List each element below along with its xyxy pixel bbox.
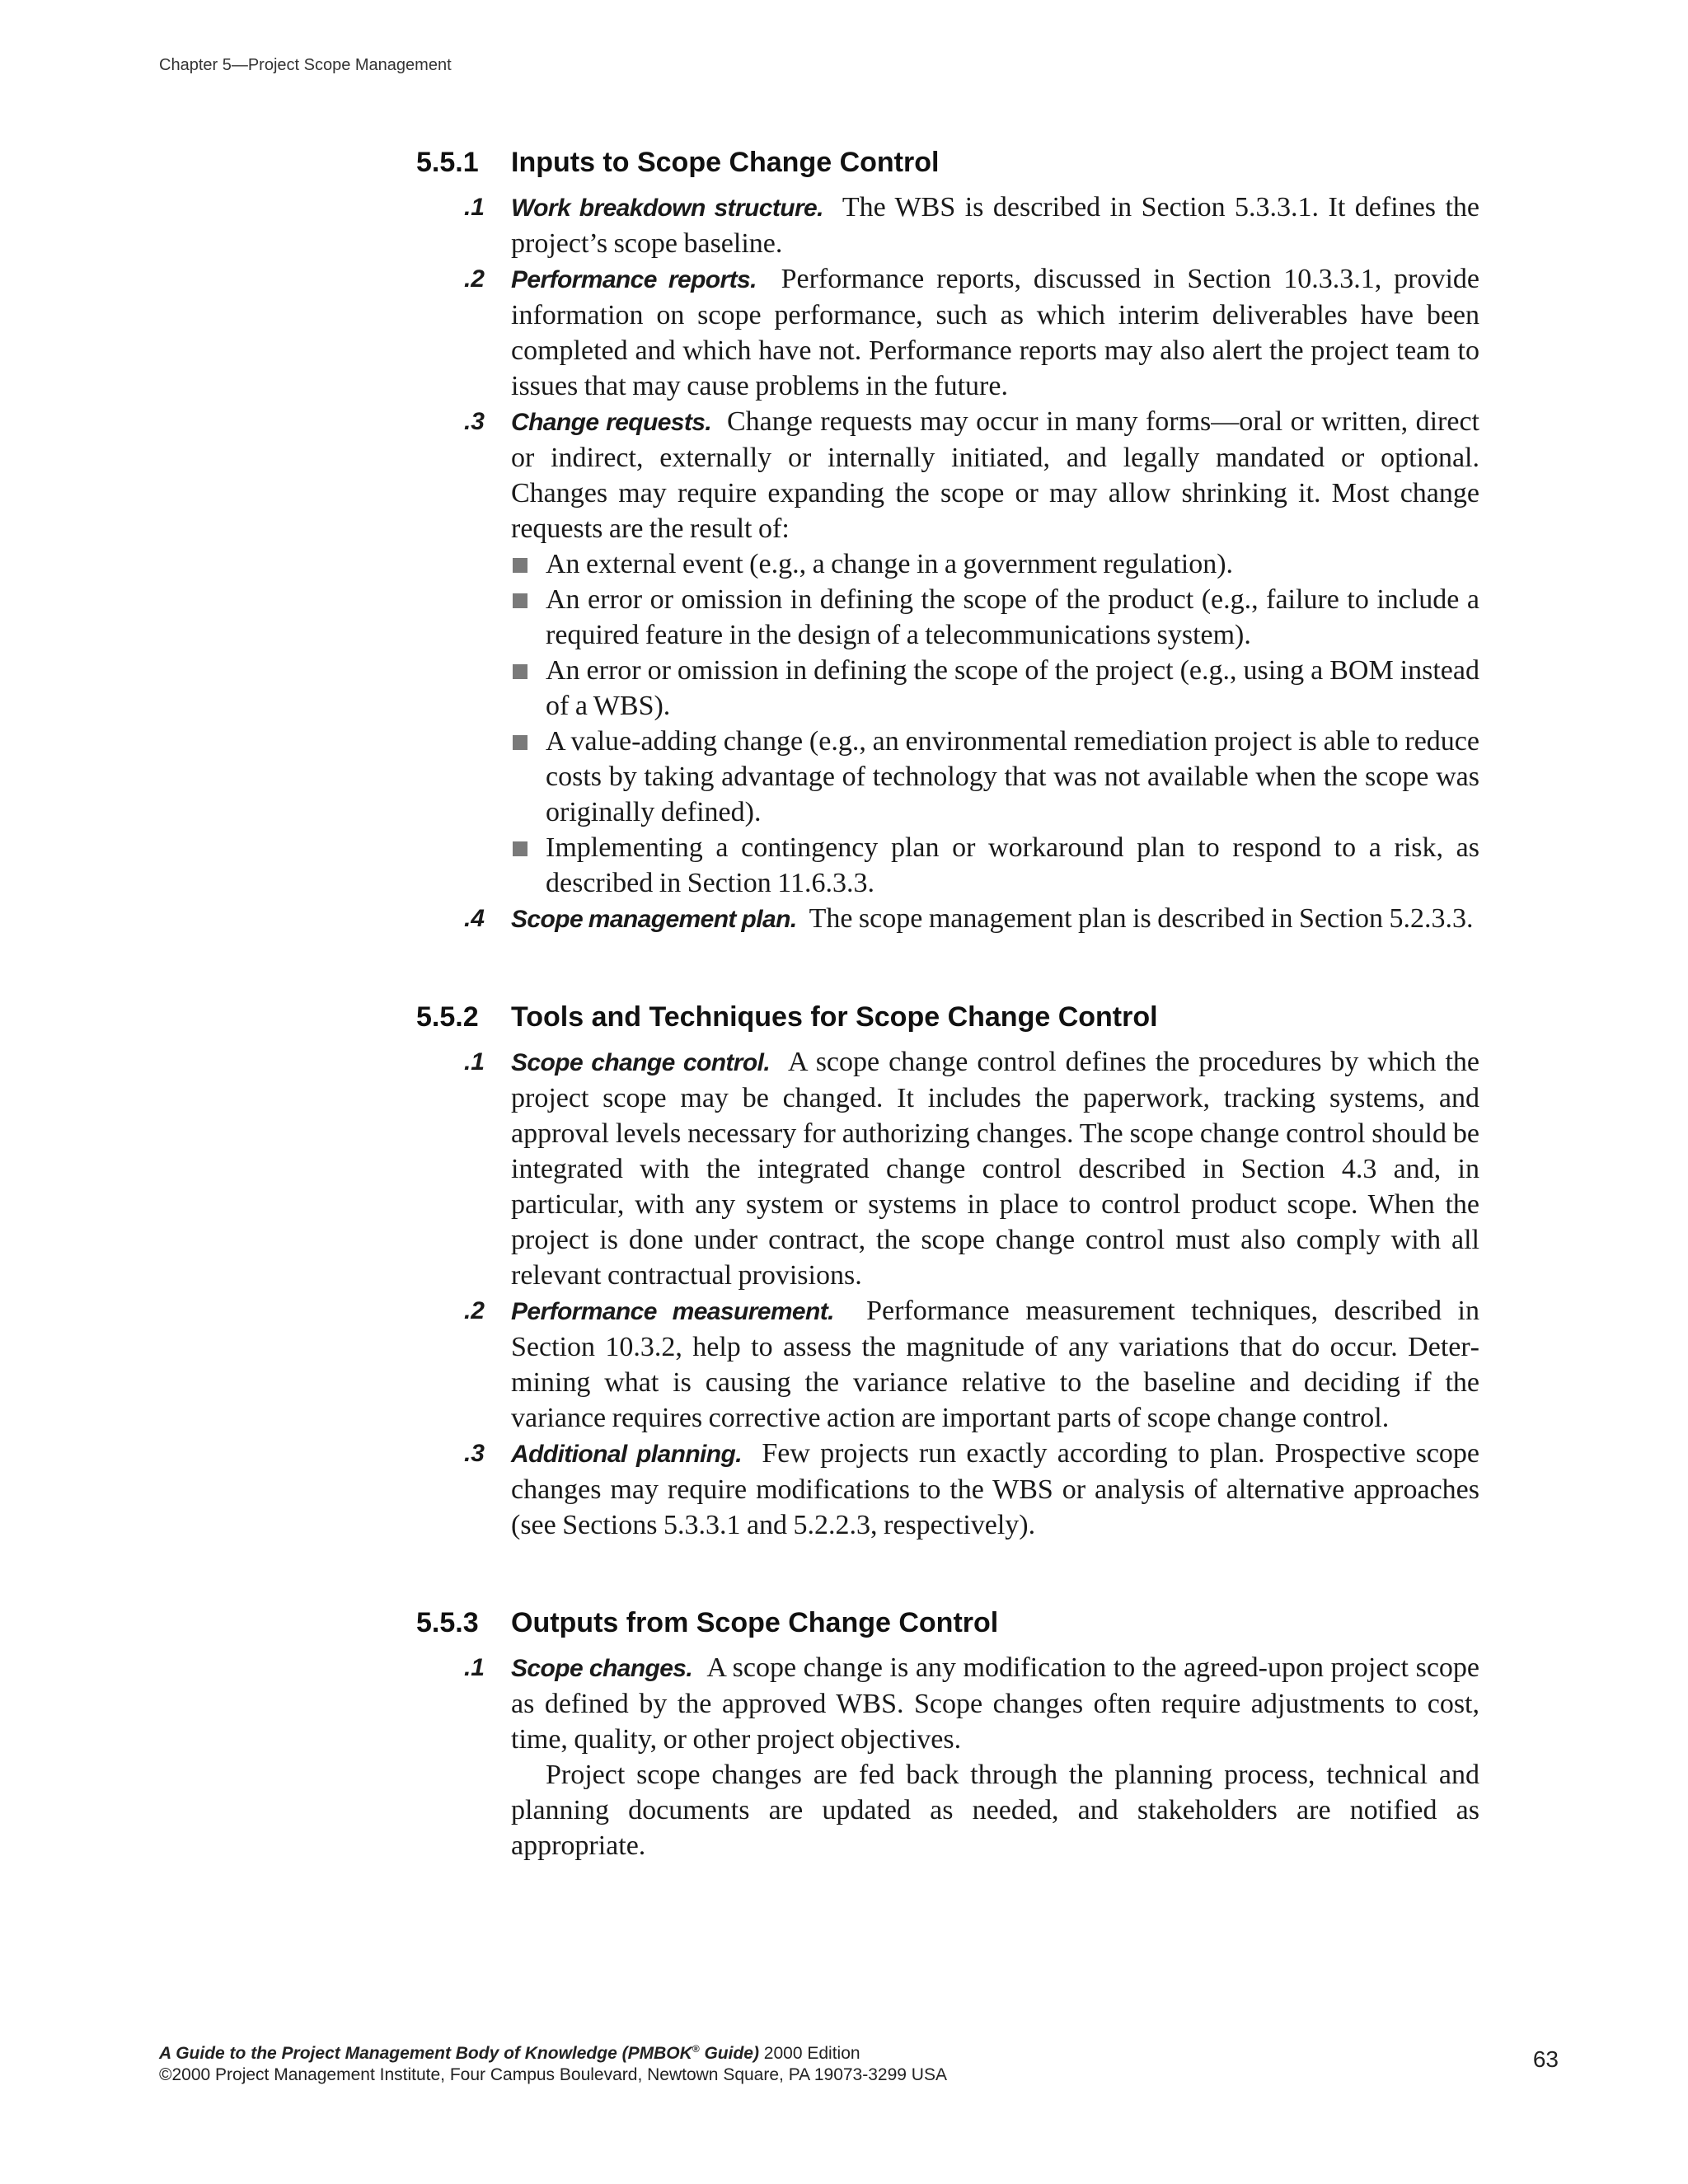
item-number: .2 [463, 265, 485, 293]
item-term: Performance reports. [511, 266, 757, 293]
item-number: .1 [463, 1048, 485, 1076]
item-term: Performance measurement. [511, 1298, 834, 1325]
item-term: Change requests. [511, 409, 712, 436]
square-bullet-icon [511, 653, 546, 724]
item-number: .2 [463, 1297, 485, 1324]
section-title: Inputs to Scope Change Control [511, 147, 940, 178]
item-text: Performance measurement techniques, described in Section 10.3.2, help to assess the magnitude of any variations that do occur. Determining what is causing the variance relative to the baseline and deciding if the variance requires corrective action are important parts of scope change control. [511, 1296, 1479, 1433]
section-heading [416, 1001, 1479, 1044]
footer-title-line [159, 2038, 947, 2064]
item-number: .1 [463, 194, 485, 221]
square-bullet-icon [511, 830, 546, 901]
page-footer [159, 2038, 947, 2086]
item-term: Scope management plan. [511, 906, 797, 933]
bullet-item [511, 653, 1479, 724]
section-title: Outputs from Scope Change Control [511, 1607, 999, 1638]
section-title: Tools and Techniques for Scope Change Control [511, 1001, 1158, 1033]
footer-title-part: Guide) [699, 2044, 759, 2063]
item-term: Additional planning. [511, 1441, 742, 1468]
bullet-text: An error or omission in defining the scope of the project (e.g., using a BOM instead of a WBS). [546, 655, 1479, 721]
footer-title [159, 2044, 759, 2063]
section-heading [416, 147, 1479, 190]
item-term: Scope changes. [511, 1655, 693, 1682]
item-paragraph [511, 1650, 1479, 1757]
item-number: .4 [463, 905, 485, 932]
section-heading [416, 1607, 1479, 1650]
item-text: The WBS is described in Section 5.3.3.1. It defines the project’s scope baseline. [511, 192, 1479, 259]
bullet-text: Implementing a contingency plan or workaround plan to respond to a risk, as described in Section 11.6.3.3. [546, 832, 1479, 898]
section-5-5-3 [416, 1607, 1479, 1863]
registered-mark: ® [692, 2043, 700, 2055]
bullet-list [511, 546, 1479, 901]
bullet-text: An external event (e.g., a change in a government regulation). [546, 549, 1234, 579]
item-text: Few projects run exactly according to plan. Prospective scope changes may require modifications to the WBS or analysis of alternative approaches (see Sections 5.3.3.1 and 5.2.2.3, respectively). [511, 1438, 1480, 1540]
section-5-5-2 [416, 1001, 1479, 1543]
list-item [416, 1436, 1479, 1543]
item-text: Performance reports, discussed in Section 10.3.3.1, provide information on scope performance, such as which interim deliverables have been completed and which have not. Performance reports may also alert the project team to issues that may cause problems in the future. [511, 264, 1479, 401]
item-paragraph [511, 1293, 1479, 1436]
item-term: Work breakdown structure. [511, 194, 823, 222]
item-paragraph [511, 404, 1479, 546]
item-text: A scope change is any modification to the agreed-upon project scope as defined by the approved WBS. Scope changes often require adjustments to cost, time, quality, or other project objectives. [511, 1652, 1480, 1755]
bullet-item [511, 582, 1479, 653]
continuation-paragraph: Project scope changes are fed back through the planning process, technical and planning documents are updated as needed, and stakeholders are notified as appropriate. [511, 1760, 1479, 1861]
list-item [416, 1650, 1479, 1863]
list-item [416, 1044, 1479, 1293]
item-text: The scope management plan is described in Section 5.2.3.3. [809, 903, 1474, 934]
square-bullet-icon [511, 582, 546, 653]
section-number: 5.5.1 [416, 147, 479, 178]
list-item [416, 1293, 1479, 1436]
page-number: 63 [1532, 2046, 1559, 2072]
list-item [416, 190, 1479, 261]
item-number: .3 [463, 1440, 485, 1467]
footer-edition: 2000 Edition [758, 2044, 860, 2063]
footer-copyright: ©2000 Project Management Institute, Four Campus Boulevard, Newtown Square, PA 19073-3299 USA [159, 2065, 947, 2084]
bullet-item [511, 724, 1479, 830]
list-item [416, 261, 1479, 404]
item-paragraph [511, 190, 1479, 261]
running-head: Chapter 5—Project Scope Management [159, 56, 452, 74]
square-bullet-icon [511, 546, 546, 582]
item-text: Change requests may occur in many forms—oral or written, direct or indirect, externally or internally initiated, and legally mandated or optional. Changes may require expanding the scope or may allow shrinking it. Most change requests are the result of: [511, 406, 1479, 544]
square-bullet-icon [511, 724, 546, 830]
section-number: 5.5.3 [416, 1607, 479, 1638]
page-content [416, 147, 1479, 1928]
item-text: A scope change control defines the procedures by which the project scope may be changed. It includes the paperwork, tracking systems, and approval levels necessary for authorizing changes. The scope change control should be integrated with the integrated change control described in Section 4.3 and, in particular, with any system or systems in place to control product scope. When the project is done under contract, the scope change control must also comply with all relevant contractual provisions. [511, 1047, 1480, 1291]
section-5-5-1 [416, 147, 1479, 937]
section-number: 5.5.2 [416, 1001, 479, 1033]
item-number: .1 [463, 1654, 485, 1681]
footer-title-part: A Guide to the Project Management Body of Knowledge (PMBOK [159, 2044, 692, 2063]
bullet-item [511, 546, 1479, 582]
item-term: Scope change control. [511, 1049, 771, 1076]
list-item [416, 404, 1479, 901]
item-paragraph [511, 901, 1479, 937]
bullet-text: A value-adding change (e.g., an environmental remediation project is able to reduce costs by taking advantage of technology that was not available when the scope was originally defined). [546, 726, 1479, 827]
item-number: .3 [463, 408, 485, 435]
item-paragraph [511, 261, 1479, 404]
item-paragraph [511, 1436, 1479, 1543]
item-paragraph [511, 1044, 1479, 1293]
list-item [416, 901, 1479, 937]
bullet-text: An error or omission in defining the scope of the product (e.g., failure to include a required feature in the design of a telecommunications system). [546, 584, 1479, 650]
bullet-item [511, 830, 1479, 901]
